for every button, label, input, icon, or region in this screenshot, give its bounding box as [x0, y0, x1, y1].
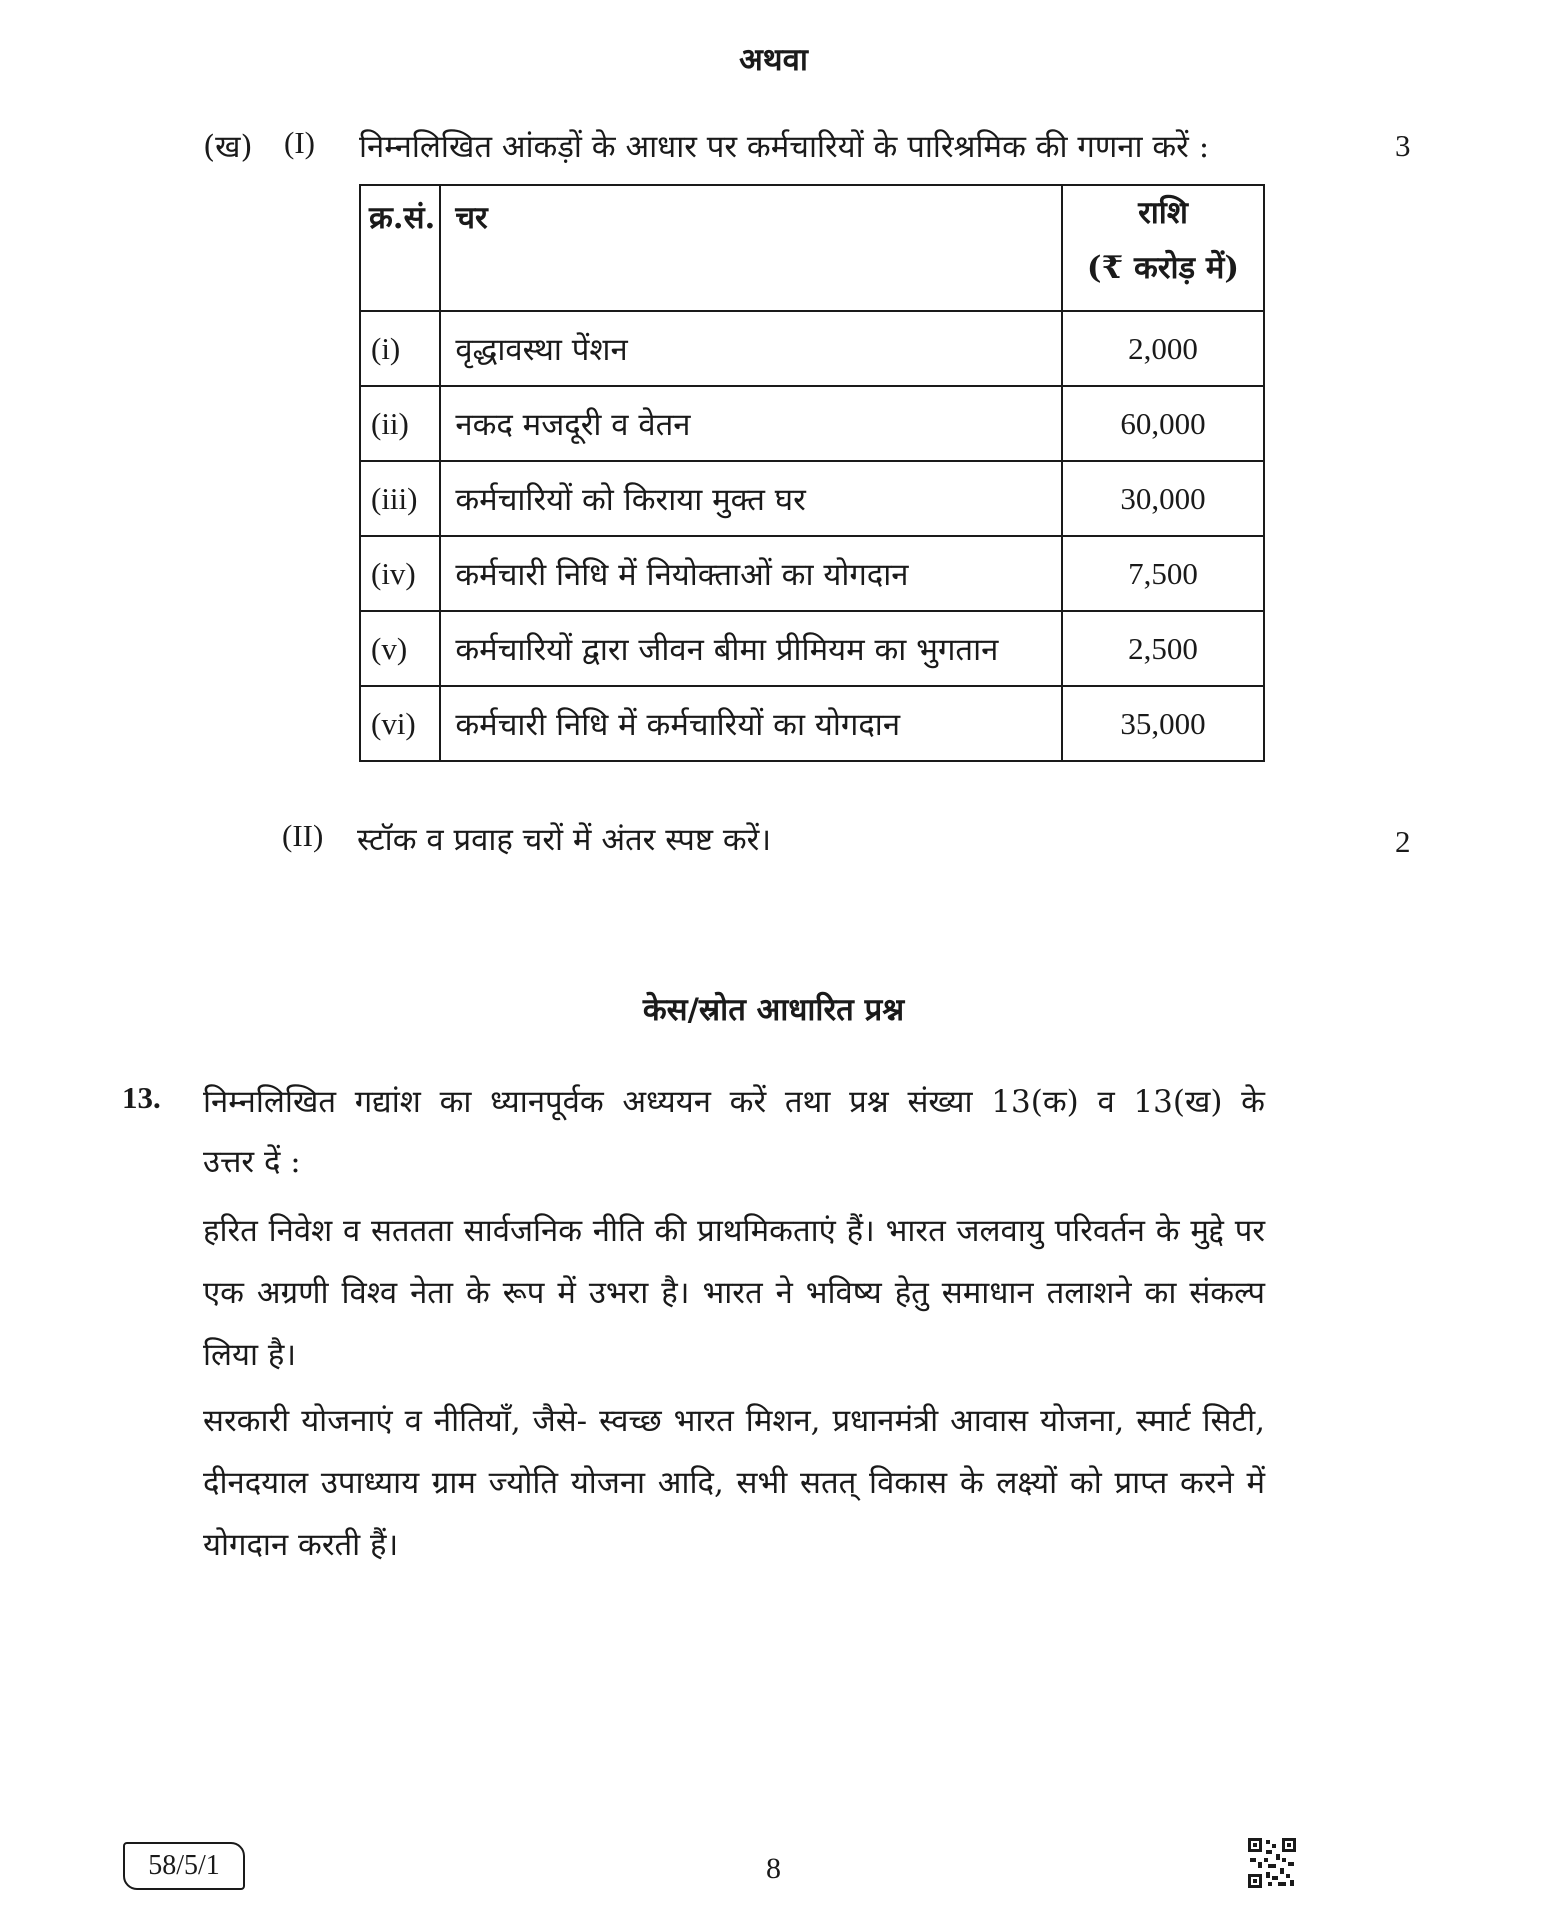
row-variable: नकद मजदूरी व वेतन: [440, 386, 1062, 461]
row-variable: कर्मचारी निधि में नियोक्ताओं का योगदान: [440, 536, 1062, 611]
row-amount: 7,500: [1062, 536, 1264, 611]
question-13-line1: निम्नलिखित गद्यांश का ध्यानपूर्वक अध्ययन करें तथा प्रश्न संख्या 13(क) व 13(ख) के: [203, 1084, 1265, 1120]
table-row: [360, 536, 1264, 611]
row-amount: 35,000: [1062, 686, 1264, 761]
table-row: [360, 686, 1264, 761]
marks-I: 3: [1395, 128, 1411, 163]
compensation-data-table: [359, 184, 1265, 762]
marks-II: 2: [1395, 824, 1411, 859]
row-variable: कर्मचारियों को किराया मुक्त घर: [440, 461, 1062, 536]
row-amount: 30,000: [1062, 461, 1264, 536]
row-sn: (vi): [360, 686, 440, 761]
row-variable: कर्मचारी निधि में कर्मचारियों का योगदान: [440, 686, 1062, 761]
question-I-text: निम्नलिखित आंकड़ों के आधार पर कर्मचारियों के पारिश्रमिक की गणना करें :: [359, 129, 1210, 165]
table-row: [360, 386, 1264, 461]
question-13-number: 13.: [122, 1080, 161, 1115]
row-sn: (v): [360, 611, 440, 686]
label-I: (I): [284, 125, 315, 160]
row-variable: कर्मचारियों द्वारा जीवन बीमा प्रीमियम का भुगतान: [440, 611, 1062, 686]
header-amount: [1062, 185, 1264, 311]
header-sn: क्र.सं.: [360, 185, 440, 311]
label-II: (II): [282, 818, 324, 853]
header-amount-line1: राशि: [1138, 195, 1188, 231]
passage-paragraph-1: हरित निवेश व सततता सार्वजनिक नीति की प्राथमिकताएं हैं। भारत जलवायु परिवर्तन के मुद्दे पर एक अग्रणी विश्व नेता के रूप में उभरा है। भारत ने भविष्य हेतु समाधान तलाशने का संकल्प लिया है।: [203, 1213, 1265, 1373]
row-variable: वृद्धावस्था पेंशन: [440, 311, 1062, 386]
header-variable: चर: [440, 185, 1062, 311]
table-header-row: [360, 185, 1264, 311]
row-sn: (iv): [360, 536, 440, 611]
question-13-line2: उत्तर दें :: [203, 1144, 301, 1180]
label-b: (ख): [203, 129, 253, 165]
header-amount-line2: (₹ करोड़ में): [1086, 250, 1240, 286]
row-sn: (i): [360, 311, 440, 386]
table-row: [360, 461, 1264, 536]
row-amount: 60,000: [1062, 386, 1264, 461]
qr-code-icon: [1248, 1838, 1296, 1888]
paper-code: 58/5/1: [148, 1850, 220, 1881]
table-row: [360, 311, 1264, 386]
row-amount: 2,500: [1062, 611, 1264, 686]
table-row: [360, 611, 1264, 686]
row-amount: 2,000: [1062, 311, 1264, 386]
row-sn: (ii): [360, 386, 440, 461]
heading-or: अथवा: [739, 42, 808, 78]
question-II-text: स्टॉक व प्रवाह चरों में अंतर स्पष्ट करें।: [357, 822, 772, 858]
passage-paragraph-2: सरकारी योजनाएं व नीतियाँ, जैसे- स्वच्छ भारत मिशन, प्रधानमंत्री आवास योजना, स्मार्ट सिटी, दीनदयाल उपाध्याय ग्राम ज्योति योजना आदि, सभी सतत् विकास के लक्ष्यों को प्राप्त करने में योगदान करती हैं।: [203, 1403, 1265, 1563]
page-number: 8: [766, 1852, 781, 1885]
row-sn: (iii): [360, 461, 440, 536]
section-title: केस/स्रोत आधारित प्रश्न: [642, 992, 905, 1028]
